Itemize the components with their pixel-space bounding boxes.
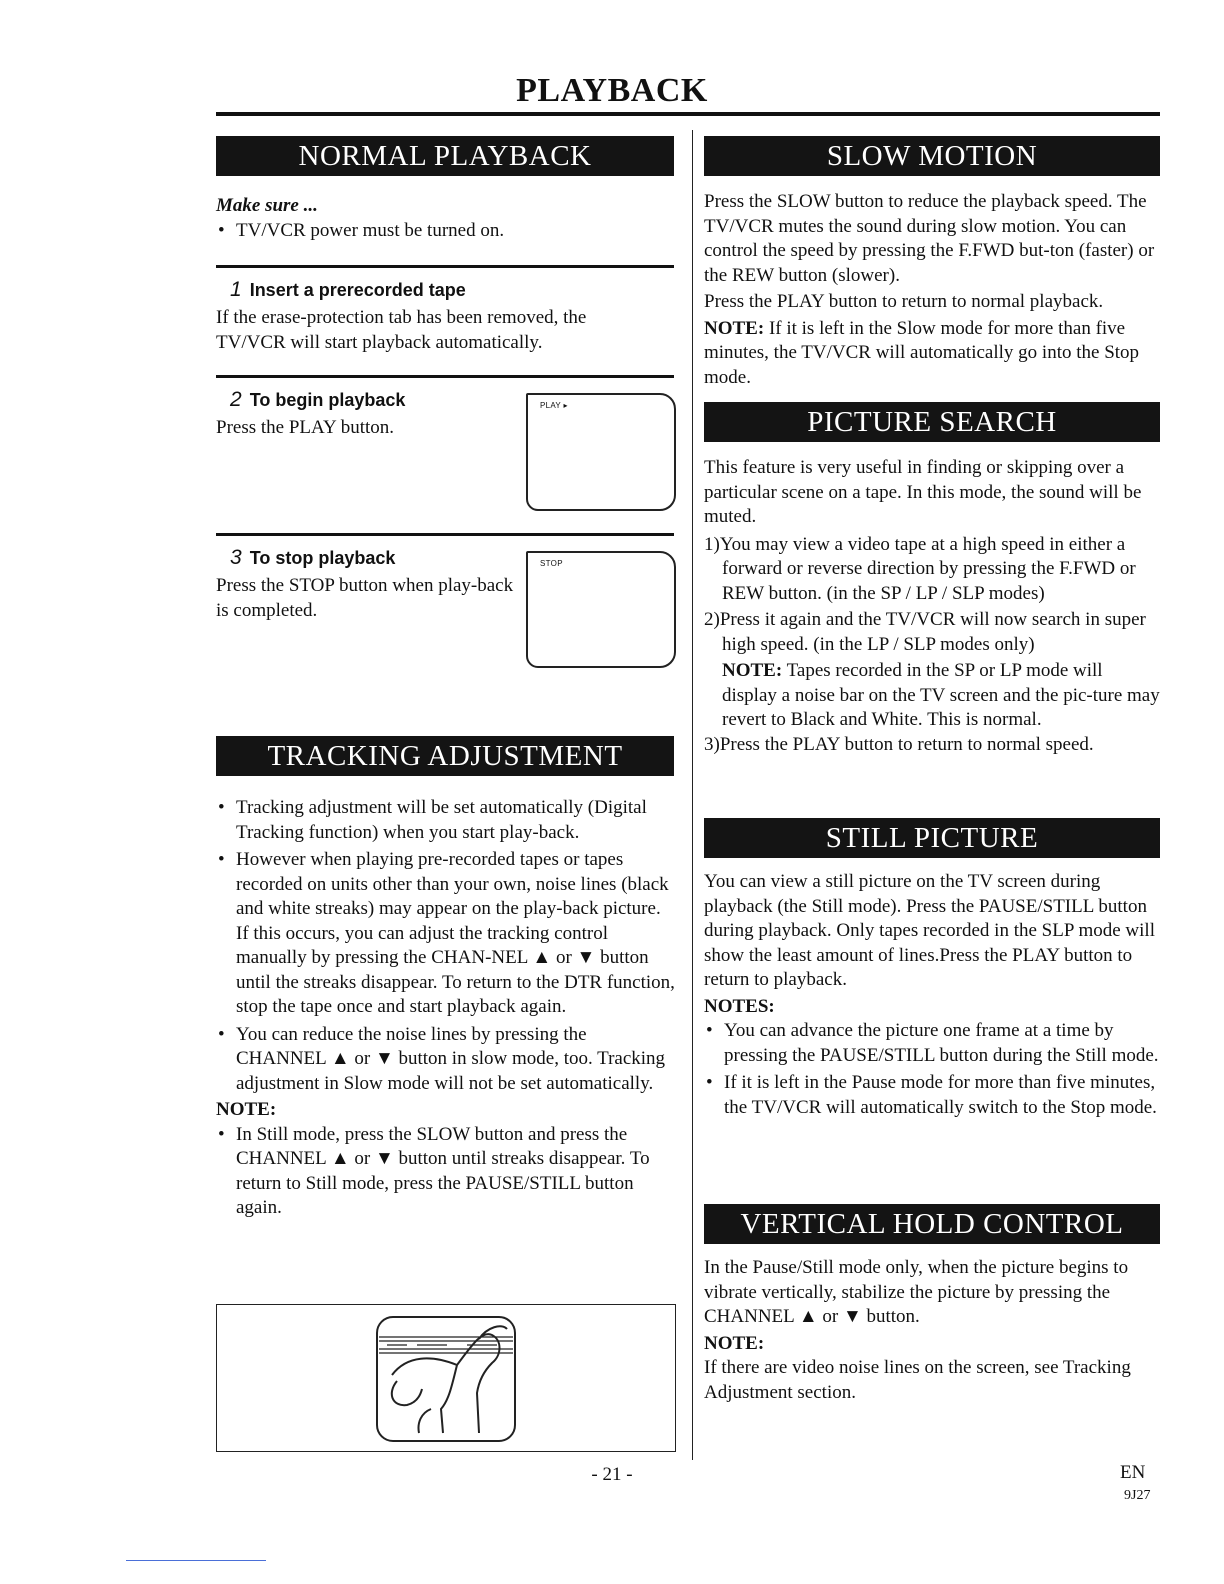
make-sure-list xyxy=(216,219,676,244)
column-divider xyxy=(692,130,693,1460)
still-picture-paragraph: You can view a still picture on the TV screen during playback (the Still mode). Press the PAUSE/STILL button during playback. Only tapes recorded in the SLP mode will show the least amount of lines.Press the PLAY button to return to playback. xyxy=(704,871,1155,990)
step-number: 2 xyxy=(230,388,242,411)
vertical-hold-text xyxy=(704,1256,1162,1405)
still-notes-list xyxy=(704,1019,1162,1120)
vertical-hold-note-label: NOTE: xyxy=(704,1332,765,1354)
list-item: 1)You may view a video tape at a high speed in either a forward or reverse direction by pressing the F.FWD or REW button. (in the SP / LP / SLP modes) xyxy=(704,533,1136,604)
slow-motion-paragraph: Press the SLOW button to reduce the playback speed. The TV/VCR mutes the sound during slow motion. You can control the speed by pressing the F.FWD but-ton (faster) or the REW button (slower). xyxy=(704,191,1155,286)
step-number: 1 xyxy=(230,278,242,301)
document-code: 9J27 xyxy=(1124,1488,1151,1503)
slow-motion-note xyxy=(704,317,1162,391)
tracking-note-label: NOTE: xyxy=(216,1099,277,1120)
slow-motion-banner: SLOW MOTION xyxy=(704,136,1160,176)
list-item: 2)Press it again and the TV/VCR will now search in super high speed. (in the LP / SLP modes only) xyxy=(704,609,1146,655)
list-item: • In Still mode, press the SLOW button and press the CHANNEL ▲ or ▼ button until streaks disappear. To return to Still mode, press the PAUSE/STILL button again. xyxy=(216,1123,676,1221)
still-notes-label: NOTES: xyxy=(704,995,775,1017)
illustration-frame xyxy=(216,1304,676,1452)
note-text: Tapes recorded in the SP or LP mode will display a noise bar on the TV screen and the pic-ture may revert to Black and White. This is normal. xyxy=(722,660,1160,730)
step-number: 3 xyxy=(230,546,242,569)
list-item: • However when playing pre-recorded tapes or tapes recorded on units other than your own, noise lines (black and white streaks) may appear on the play-back picture. If this occurs, you can adjust the tracking control manually by pressing the CHAN-NEL ▲ or ▼ button until the streaks disappear. To return to the DTR function, stop the tape once and start playback again. xyxy=(216,848,676,1020)
picture-search-intro: This feature is very useful in finding or skipping over a particular scene on a tape. In this mode, the sound will be muted. xyxy=(704,457,1142,527)
vertical-hold-note: If there are video noise lines on the screen, see Tracking Adjustment section. xyxy=(704,1357,1131,1403)
still-picture-banner: STILL PICTURE xyxy=(704,818,1160,858)
picture-search-text xyxy=(704,456,1162,757)
tracking-text xyxy=(216,796,676,1221)
vertical-hold-paragraph: In the Pause/Still mode only, when the picture begins to vibrate vertically, stabilize the picture by pressing the CHANNEL ▲ or ▼ button. xyxy=(704,1257,1129,1327)
normal-playback-banner: NORMAL PLAYBACK xyxy=(216,136,674,176)
make-sure-block xyxy=(216,194,676,243)
slow-motion-paragraph: Press the PLAY button to return to normal playback. xyxy=(704,291,1104,312)
vertical-hold-banner: VERTICAL HOLD CONTROL xyxy=(704,1204,1160,1244)
list-item: • If it is left in the Pause mode for more than five minutes, the TV/VCR will automatically switch to the Stop mode. xyxy=(704,1071,1162,1120)
step2-heading xyxy=(230,388,405,412)
step-title: To begin playback xyxy=(249,390,406,410)
tv-screen-stop xyxy=(526,551,676,668)
picture-search-item3: 3)Press the PLAY button to return to normal speed. xyxy=(704,733,1094,755)
tv-screen-play xyxy=(526,393,676,511)
step3-heading xyxy=(230,546,395,570)
step2-body: Press the PLAY button. xyxy=(216,417,395,438)
picture-search-list xyxy=(704,533,1162,658)
step-title: To stop playback xyxy=(249,548,396,568)
step-divider xyxy=(216,265,674,268)
note-text: If it is left in the Slow mode for more than five minutes, the TV/VCR will automatically go into the Stop mode. xyxy=(704,317,1140,388)
slow-motion-text xyxy=(704,190,1162,390)
list-item: • You can advance the picture one frame at a time by pressing the PAUSE/STILL button during the Still mode. xyxy=(704,1019,1162,1068)
step1-heading xyxy=(230,278,466,302)
step3-body: Press the STOP button when play-back is completed. xyxy=(216,575,514,621)
picture-search-note xyxy=(704,659,1162,733)
tracking-note-list xyxy=(216,1123,676,1221)
scan-artifact-line xyxy=(126,1560,266,1561)
step-divider xyxy=(216,533,674,536)
page-number: - 21 - xyxy=(591,1464,633,1485)
step-divider xyxy=(216,375,674,378)
title-rule xyxy=(216,112,1160,116)
page-title: PLAYBACK xyxy=(516,72,708,109)
note-label: NOTE: xyxy=(722,660,783,681)
tracking-adjustment-banner: TRACKING ADJUSTMENT xyxy=(216,736,674,776)
step1-body: If the erase-protection tab has been removed, the TV/VCR will start playback automatically. xyxy=(216,307,587,353)
note-label: NOTE: xyxy=(704,317,765,339)
screen-label: PLAY ▸ xyxy=(540,401,568,410)
list-item: • TV/VCR power must be turned on. xyxy=(216,219,676,244)
list-item: • You can reduce the noise lines by pressing the CHANNEL ▲ or ▼ button in slow mode, too. Tracking adjustment in Slow mode will not be set automatically. xyxy=(216,1023,676,1097)
language-code: EN xyxy=(1120,1462,1146,1483)
tracking-list xyxy=(216,796,676,1096)
step-title: Insert a prerecorded tape xyxy=(249,280,466,300)
picture-search-banner: PICTURE SEARCH xyxy=(704,402,1160,442)
noisy-tv-dog-illustration xyxy=(217,1305,677,1453)
make-sure-label: Make sure ... xyxy=(216,195,318,216)
screen-label: STOP xyxy=(540,559,563,568)
list-item: • Tracking adjustment will be set automatically (Digital Tracking function) when you start play-back. xyxy=(216,796,676,845)
still-picture-text xyxy=(704,870,1162,1120)
